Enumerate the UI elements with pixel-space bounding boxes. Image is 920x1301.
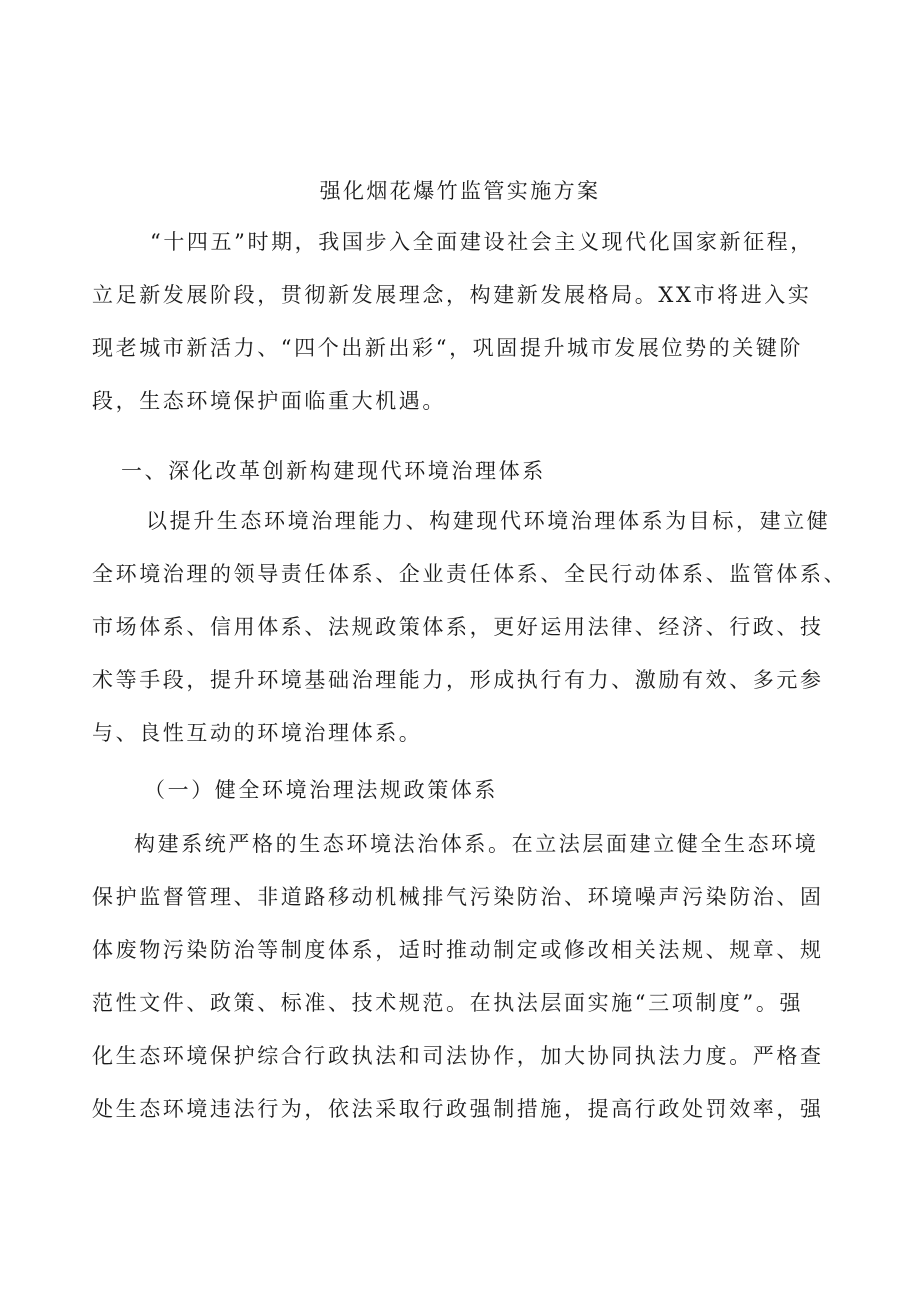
paragraph-line: 与、良性互动的环境治理体系。 bbox=[92, 721, 423, 745]
paragraph-line: 处生态环境违法行为，依法采取行政强制措施，提高行政处罚效率，强 bbox=[92, 1097, 824, 1121]
paragraph-line: 化生态环境保护综合行政执法和司法协作，加大协同执法力度。严格查 bbox=[92, 1044, 824, 1068]
document-title: 强化烟花爆竹监管实施方案 bbox=[319, 179, 601, 203]
section-heading: 一、深化改革创新构建现代环境治理体系 bbox=[121, 459, 546, 483]
paragraph-line: 范性文件、政策、标准、技术规范。在执法层面实施“三项制度”。强 bbox=[92, 991, 804, 1015]
paragraph-line: 构建系统严格的生态环境法治体系。在立法层面建立健全生态环境 bbox=[134, 832, 819, 856]
intro-line: “十四五”时期，我国步入全面建设社会主义现代化国家新征程， bbox=[150, 230, 814, 254]
paragraph-line: 术等手段，提升环境基础治理能力，形成执行有力、激励有效、多元参 bbox=[92, 668, 824, 692]
intro-line: 现老城市新活力、“四个出新出彩“，巩固提升城市发展位势的关键阶 bbox=[92, 336, 804, 360]
paragraph-line: 全环境治理的领导责任体系、企业责任体系、全民行动体系、监管体系、 bbox=[92, 562, 848, 586]
subsection-heading: （一）健全环境治理法规政策体系 bbox=[144, 778, 498, 802]
intro-line: 段，生态环境保护面临重大机遇。 bbox=[92, 389, 446, 413]
paragraph-line: 体废物污染防治等制度体系，适时推动制定或修改相关法规、规章、规 bbox=[92, 938, 824, 962]
paragraph-line: 市场体系、信用体系、法规政策体系，更好运用法律、经济、行政、技 bbox=[92, 615, 824, 639]
paragraph-line: 保护监督管理、非道路移动机械排气污染防治、环境噪声污染防治、固 bbox=[92, 885, 824, 909]
intro-line: 立足新发展阶段，贯彻新发展理念，构建新发展格局。XX市将进入实 bbox=[92, 283, 812, 307]
paragraph-line: 以提升生态环境治理能力、构建现代环境治理体系为目标，建立健 bbox=[146, 509, 831, 533]
